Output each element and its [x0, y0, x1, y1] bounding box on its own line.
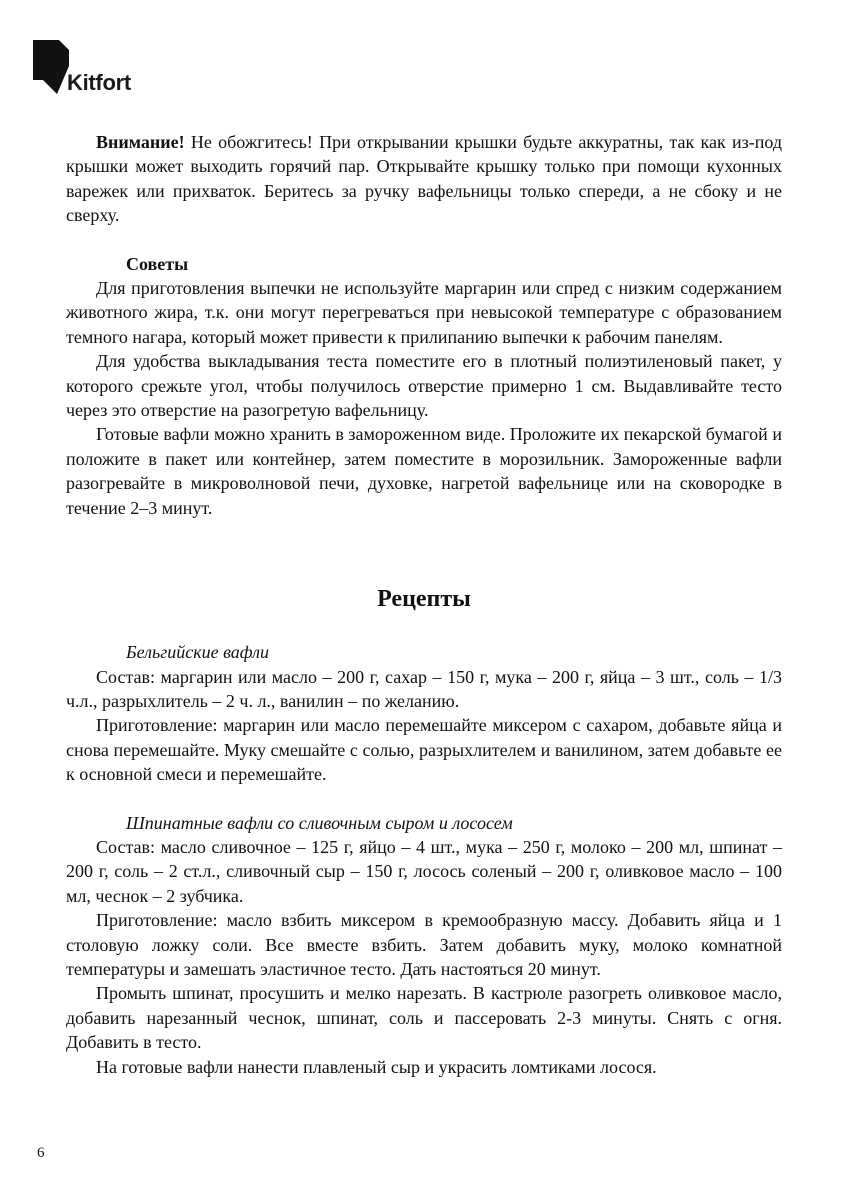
- recipes-heading: Рецепты: [377, 586, 471, 613]
- tips-paragraph: Для удобства выкладывания теста поместите его в плотный полиэтиленовый пакет, у которого срежьте угол, чтобы получилось отверстие примерно 1 см. Выдавливайте тесто через это отверстие на разогретую вафельницу.: [66, 351, 782, 421]
- recipe-paragraph: Состав: масло сливочное – 125 г, яйцо – 4 шт., мука – 250 г, молоко – 200 мл, шпинат – 200 г, соль – 2 ст.л., сливочный сыр – 150 г, лосось соленый – 200 г, оливковое масло – 100 мл, чеснок – 2 зубчика.: [66, 836, 782, 906]
- recipe-paragraph: Приготовление: масло взбить миксером в кремообразную массу. Добавить яйца и 1 столовую ложку соли. Все вместе взбить. Затем добавить муку, молоко комнатной температуры и замешать эластичное тесто. Дать настояться 20 минут.: [66, 910, 782, 979]
- tips-heading: Советы: [126, 253, 189, 274]
- recipe-paragraph: На готовые вафли нанести плавленый сыр и украсить ломтиками лосося.: [96, 1056, 657, 1077]
- brand-name: Kitfort: [67, 70, 131, 95]
- warning-text: Не обожгитесь! При открывании крышки будьте аккуратны, так как из-под крышки может выходить горячий пар. Открывайте крышку только при помощи кухонных варежек или прихваток. Беритесь за ручку вафельницы только спереди, а не сбоку и не сверху.: [66, 132, 782, 226]
- recipe-title: Шпинатные вафли со сливочным сыром и лососем: [126, 812, 513, 833]
- warning-paragraph: [66, 130, 782, 228]
- recipe-title: Бельгийские вафли: [126, 642, 269, 663]
- page-number: 6: [37, 1145, 45, 1161]
- tips-paragraph: Для приготовления выпечки не используйте маргарин или спред с низким содержанием животного жира, т.к. они могут перегреваться при невысокой температуре с образованием темного нагара, который может привести к прилипанию выпечки к рабочим панелям.: [66, 278, 782, 347]
- page-content: [66, 130, 782, 1079]
- warning-label: Внимание!: [96, 132, 185, 152]
- recipe-paragraph: Состав: маргарин или масло – 200 г, сахар – 150 г, мука – 200 г, яйца – 3 шт., соль – 1/3 ч.л., разрыхлитель – 2 ч. л., ванилин – по желанию.: [66, 666, 782, 711]
- recipe-paragraph: Приготовление: маргарин или масло перемешайте миксером с сахаром, добавьте яйца и снова перемешайте. Муку смешайте с солью, разрыхлителем и ванилином, затем добавьте ее к основной смеси и перемешайте.: [66, 715, 782, 785]
- kitfort-logo-icon: [33, 40, 69, 94]
- tips-paragraph: Готовые вафли можно хранить в замороженном виде. Проложите их пекарской бумагой и положите в пакет или контейнер, затем поместите в морозильник. Замороженные вафли разогревайте в микроволновой печи, духовке, нагретой вафельнице или на сковородке в течение 2–3 минут.: [66, 424, 782, 518]
- recipe-paragraph: Промыть шпинат, просушить и мелко нарезать. В кастрюле разогреть оливковое масло, добавить нарезанный чеснок, шпинат, соль и пассеровать 2-3 минуты. Снять с огня. Добавить в тесто.: [66, 983, 782, 1053]
